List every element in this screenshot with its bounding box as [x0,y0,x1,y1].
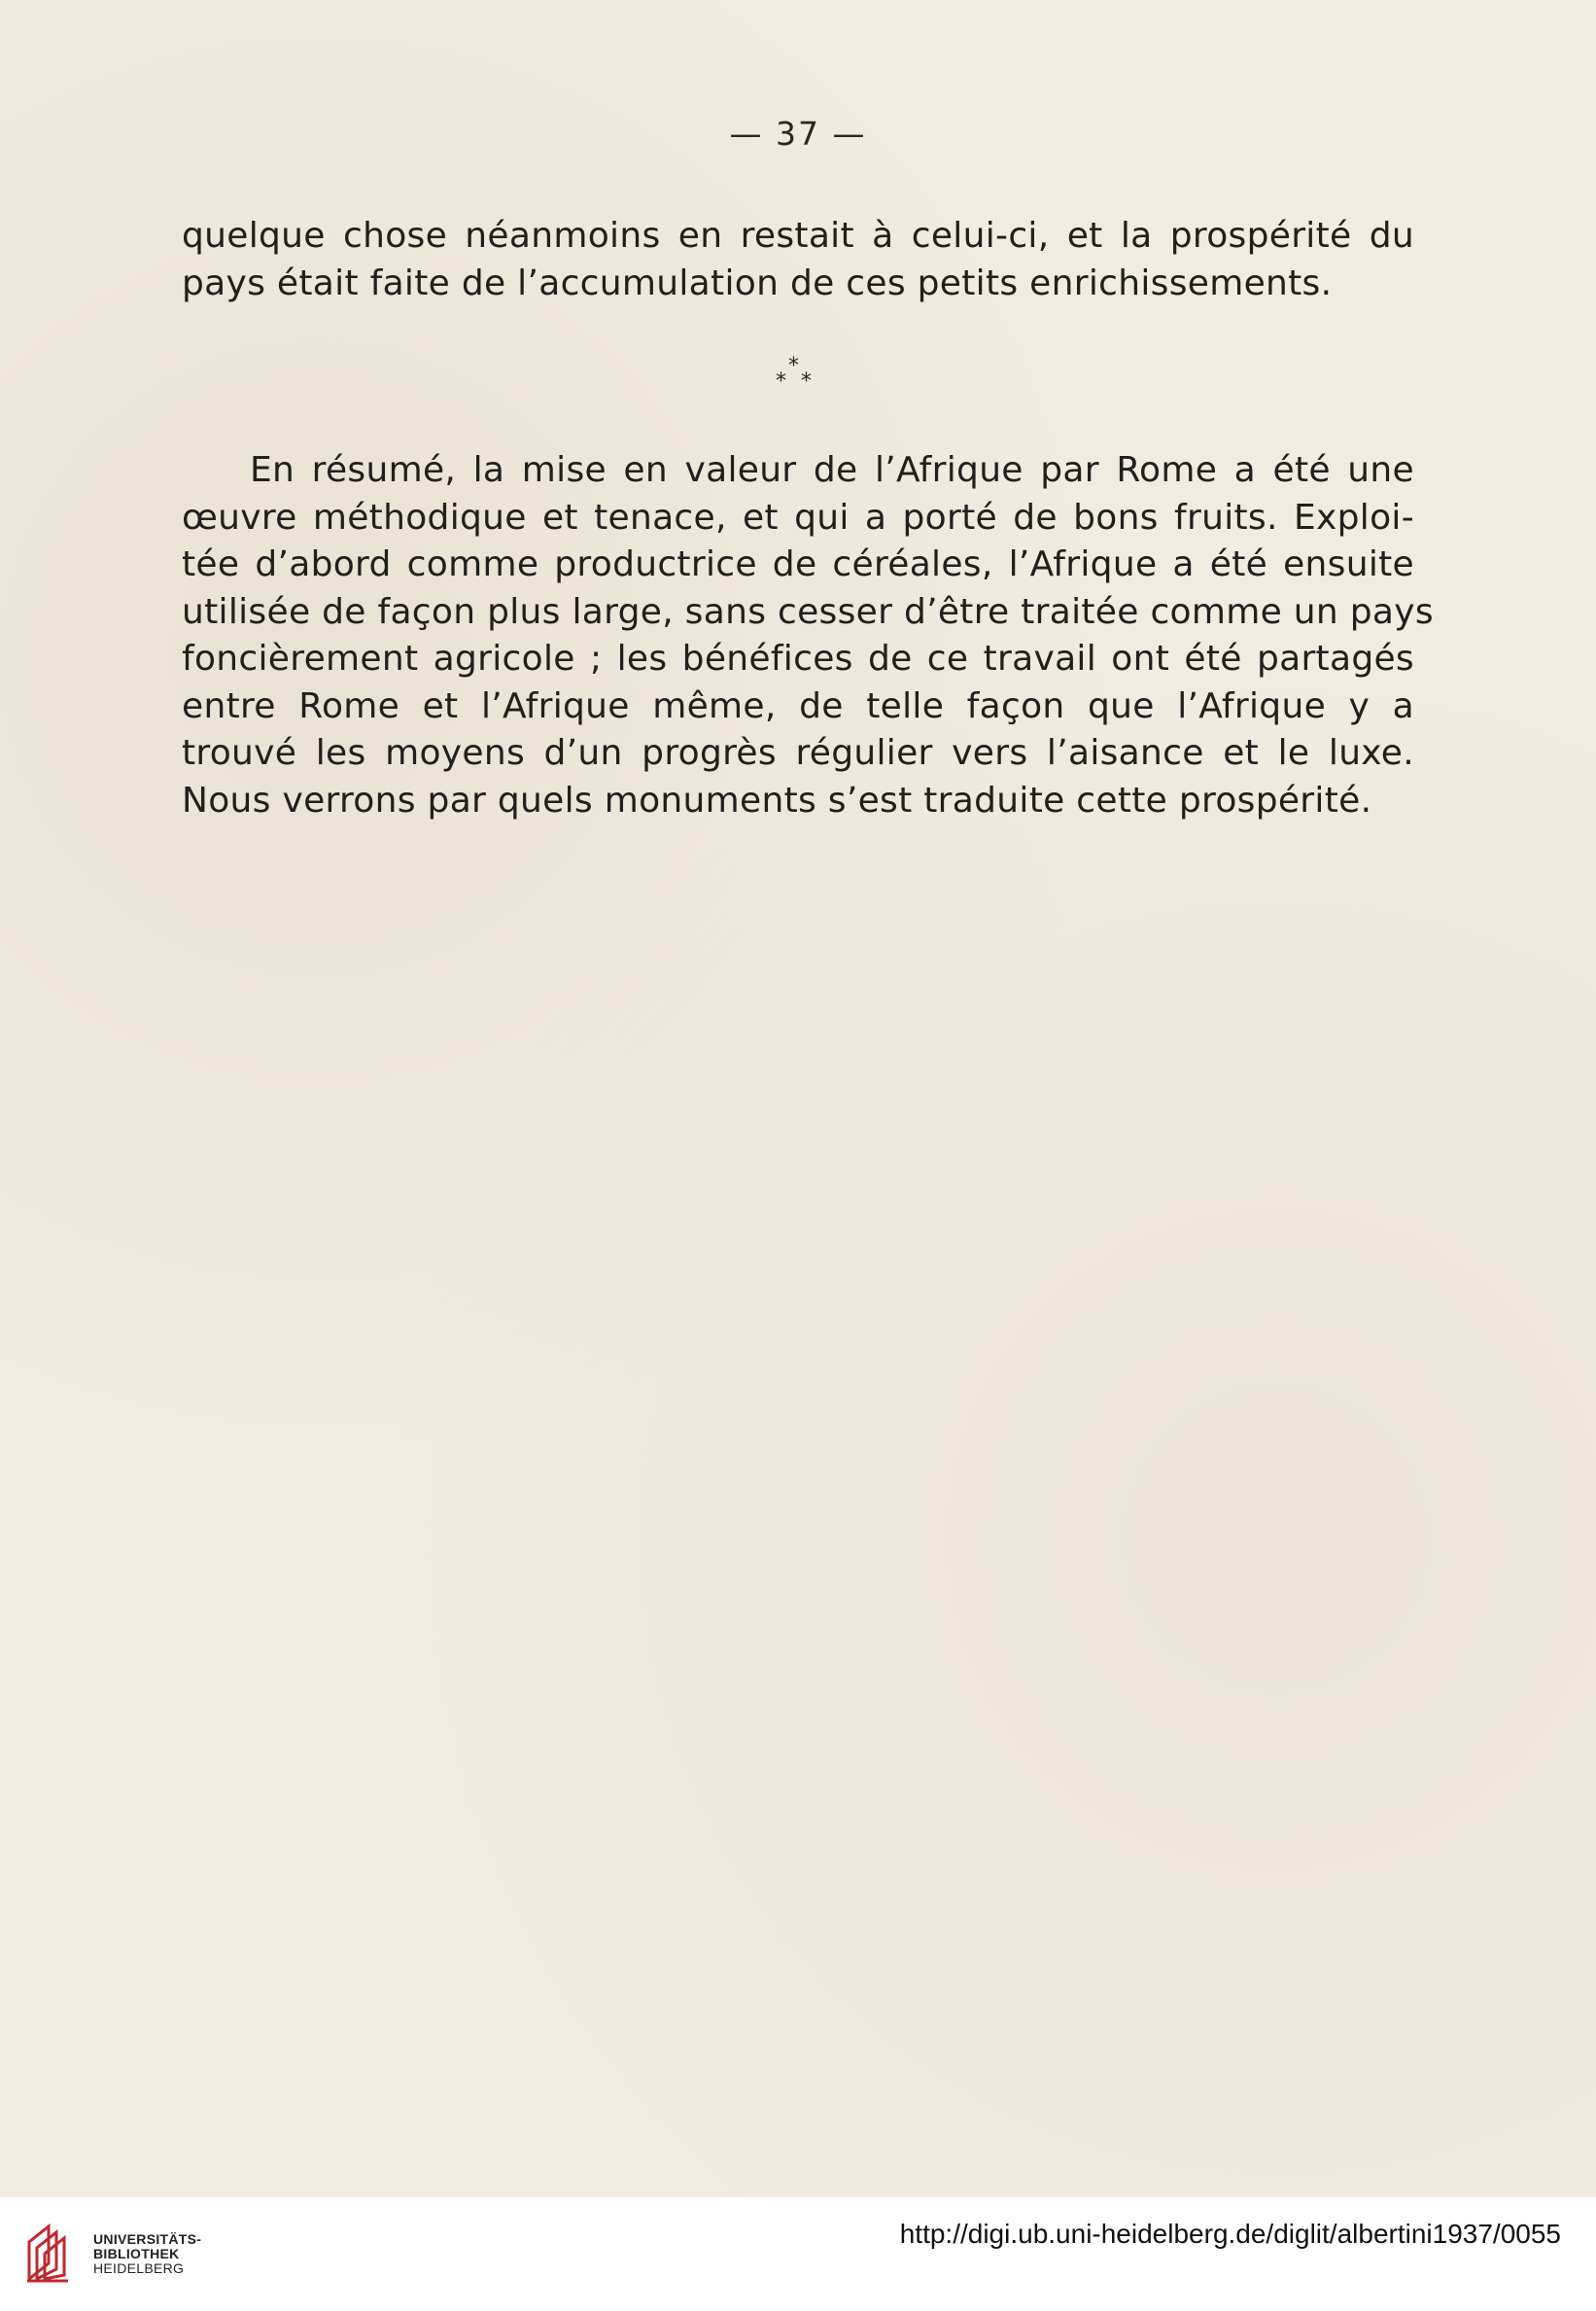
text-line: En résumé, la mise en valeur de l’Afrique par Rome a été une [250,450,1414,490]
library-footer [0,2197,1596,2311]
library-name-line: HEIDELBERG [93,2260,185,2276]
text-line: foncièrement agricole ; les bénéfices de ce travail ont été partagés [182,639,1414,679]
library-name [93,2232,201,2276]
text-line: Nous verrons par quels monuments s’est traduite cette prospérité. [182,780,1372,821]
text-line: trouvé les moyens d’un progrès régulier vers l’aisance et le luxe. [182,733,1414,773]
asterism-separator [749,350,847,408]
library-logo-icon [23,2221,87,2285]
source-url-link[interactable]: http://digi.ub.uni-heidelberg.de/diglit/albertini1937/0055 [899,2219,1561,2249]
text-line: utilisée de façon plus large, sans cesser d’être traitée comme un pays [182,591,1434,632]
library-name-line: BIBLIOTHEK [93,2246,180,2261]
library-name-line: UNIVERSITÄTS- [93,2231,202,2247]
text-line: quelque chose néanmoins en restait à celui-ci, et la prospérité du [182,216,1414,256]
text-line: pays était faite de l’accumulation de ces petits enrichissements. [182,263,1333,303]
page-number: — 37 — [729,115,867,153]
asterisk-mark: * [801,369,812,394]
asterisk-mark: * [788,354,799,378]
paragraph-continuation [182,213,1414,307]
text-line: tée d’abord comme productrice de céréales, l’Afrique a été ensuite [182,544,1414,584]
text-line: entre Rome et l’Afrique même, de telle façon que l’Afrique y a [182,685,1414,726]
asterisk-mark: * [776,369,786,394]
paragraph-summary [182,447,1434,824]
text-line: œuvre méthodique et tenace, et qui a porté de bons fruits. Exploi- [182,497,1414,538]
